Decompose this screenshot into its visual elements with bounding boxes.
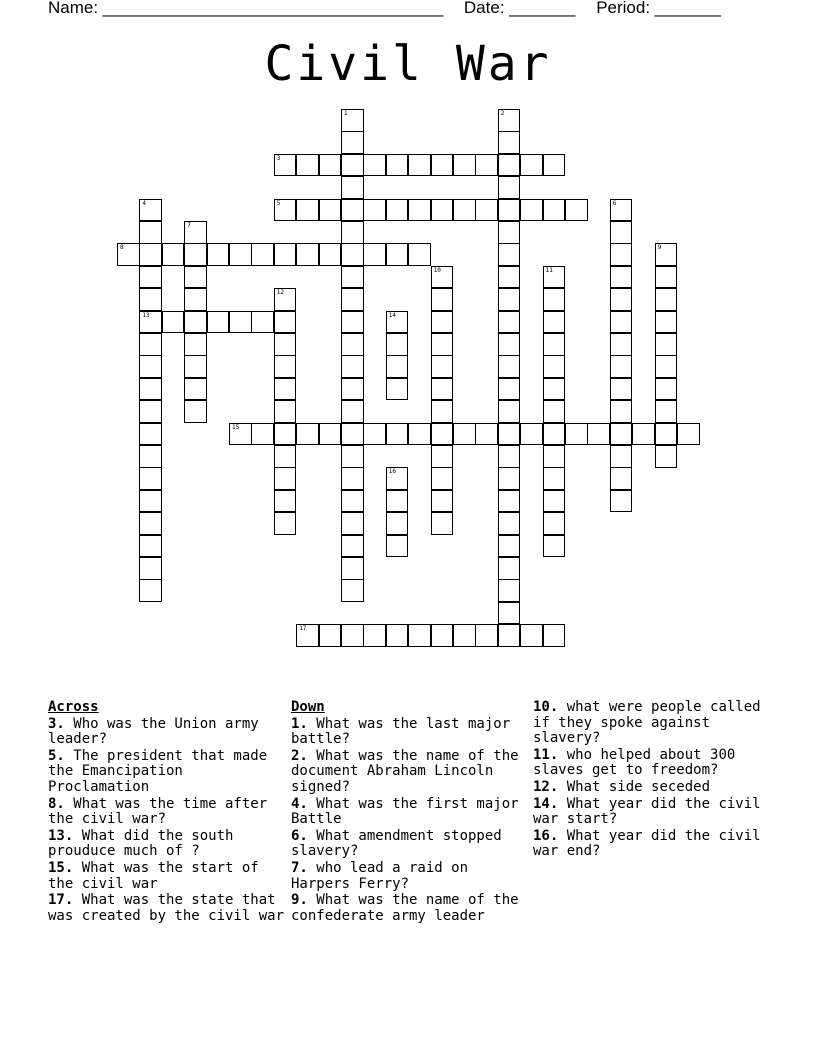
clue-text: What was the time after the civil war? xyxy=(48,795,268,828)
crossword-cell[interactable] xyxy=(296,624,319,647)
clue-number-label: 7. xyxy=(291,859,308,876)
crossword-cell[interactable] xyxy=(184,400,207,423)
crossword-cell[interactable] xyxy=(296,423,319,446)
crossword-cell[interactable] xyxy=(498,445,521,468)
crossword-cell[interactable] xyxy=(498,288,521,311)
crossword-cell[interactable] xyxy=(274,467,297,490)
crossword-cell[interactable] xyxy=(565,423,588,446)
crossword-cell[interactable] xyxy=(453,199,476,222)
crossword-cell[interactable] xyxy=(610,266,633,289)
crossword-cell[interactable] xyxy=(475,624,498,647)
clue-item xyxy=(533,700,773,747)
period-field[interactable]: Period: _______ xyxy=(596,0,721,17)
crossword-cell[interactable] xyxy=(139,243,162,266)
clue-text: What was the first major Battle xyxy=(291,795,519,828)
clue-number: 9 xyxy=(657,244,662,252)
crossword-cell[interactable] xyxy=(543,378,566,401)
crossword-cell[interactable] xyxy=(274,490,297,513)
clue-number-label: 13. xyxy=(48,827,74,844)
clue-item xyxy=(533,829,773,860)
clue-text: What was the name of the document Abraham Lincoln signed? xyxy=(291,747,519,795)
clue-item xyxy=(48,797,284,828)
crossword-cell[interactable] xyxy=(610,288,633,311)
crossword-cell[interactable] xyxy=(139,266,162,289)
crossword-cell[interactable] xyxy=(139,378,162,401)
crossword-cell[interactable] xyxy=(431,154,454,177)
crossword-cell[interactable] xyxy=(341,176,364,199)
clue-text: Who was the Union army leader? xyxy=(48,715,259,748)
clues-column-2 xyxy=(291,700,527,925)
crossword-cell[interactable] xyxy=(139,557,162,580)
crossword-cell[interactable] xyxy=(184,243,207,266)
crossword-cell[interactable] xyxy=(431,423,454,446)
crossword-cell[interactable] xyxy=(408,624,431,647)
crossword-cell[interactable] xyxy=(274,288,297,311)
crossword-cell[interactable] xyxy=(498,266,521,289)
clue-item xyxy=(291,749,527,796)
crossword-cell[interactable] xyxy=(655,445,678,468)
crossword-cell[interactable] xyxy=(431,378,454,401)
clue-item xyxy=(48,893,284,924)
crossword-cell[interactable] xyxy=(610,221,633,244)
crossword-cell[interactable] xyxy=(498,467,521,490)
crossword-cell[interactable] xyxy=(431,333,454,356)
crossword-cell[interactable] xyxy=(431,512,454,535)
crossword-cell[interactable] xyxy=(319,199,342,222)
crossword-cell[interactable] xyxy=(498,311,521,334)
crossword-cell[interactable] xyxy=(341,378,364,401)
crossword-cell[interactable] xyxy=(677,423,700,446)
clue-item xyxy=(48,861,284,892)
crossword-cell[interactable] xyxy=(184,333,207,356)
crossword-cell[interactable] xyxy=(274,154,297,177)
crossword-cell[interactable] xyxy=(341,221,364,244)
crossword-cell[interactable] xyxy=(386,467,409,490)
clues-column-3 xyxy=(533,700,773,861)
crossword-cell[interactable] xyxy=(655,243,678,266)
crossword-cell[interactable] xyxy=(610,445,633,468)
crossword-cell[interactable] xyxy=(386,243,409,266)
crossword-cell[interactable] xyxy=(341,266,364,289)
clue-number: 3 xyxy=(276,154,281,162)
clue-item xyxy=(291,861,527,892)
crossword-cell[interactable] xyxy=(610,423,633,446)
crossword-cell[interactable] xyxy=(498,490,521,513)
crossword-cell[interactable] xyxy=(431,445,454,468)
crossword-cell[interactable] xyxy=(341,512,364,535)
crossword-cell[interactable] xyxy=(543,445,566,468)
clue-number-label: 12. xyxy=(533,778,559,795)
crossword-cell[interactable] xyxy=(139,333,162,356)
crossword-cell[interactable] xyxy=(655,266,678,289)
clue-number: 12 xyxy=(276,289,285,297)
crossword-cell[interactable] xyxy=(655,400,678,423)
crossword-cell[interactable] xyxy=(319,154,342,177)
crossword-cell[interactable] xyxy=(184,378,207,401)
clue-item xyxy=(291,893,527,924)
crossword-cell[interactable] xyxy=(162,243,185,266)
crossword-cell[interactable] xyxy=(274,355,297,378)
crossword-cell[interactable] xyxy=(498,400,521,423)
crossword-cell[interactable] xyxy=(498,221,521,244)
crossword-cell[interactable] xyxy=(610,199,633,222)
crossword-cell[interactable] xyxy=(543,288,566,311)
crossword-cell[interactable] xyxy=(319,243,342,266)
clue-text: What side seceded xyxy=(558,778,711,795)
crossword-cell[interactable] xyxy=(610,490,633,513)
crossword-cell[interactable] xyxy=(363,243,386,266)
clue-number: 6 xyxy=(612,199,617,207)
clue-text: What was the start of the civil war xyxy=(48,859,259,892)
crossword-cell[interactable] xyxy=(386,378,409,401)
clue-item xyxy=(533,780,773,796)
clue-text: The president that made the Emancipation Proclamation xyxy=(48,747,268,795)
crossword-cell[interactable] xyxy=(207,311,230,334)
crossword-cell[interactable] xyxy=(498,355,521,378)
clue-number: 13 xyxy=(142,311,150,319)
clue-item xyxy=(48,717,284,748)
down-clue-list xyxy=(291,717,527,925)
clue-number: 15 xyxy=(232,423,240,431)
crossword-cell[interactable] xyxy=(498,131,521,154)
crossword-cell[interactable] xyxy=(610,467,633,490)
crossword-cell[interactable] xyxy=(520,423,543,446)
crossword-cell[interactable] xyxy=(274,333,297,356)
crossword-cell[interactable] xyxy=(184,311,207,334)
crossword-cell[interactable] xyxy=(431,490,454,513)
crossword-cell[interactable] xyxy=(139,490,162,513)
clue-number-label: 4. xyxy=(291,795,308,812)
clue-text: What was the last major battle? xyxy=(291,715,511,748)
crossword-cell[interactable] xyxy=(610,400,633,423)
crossword-cell[interactable] xyxy=(363,199,386,222)
crossword-cell[interactable] xyxy=(431,624,454,647)
crossword-cell[interactable] xyxy=(207,243,230,266)
across-clue-list xyxy=(48,717,284,925)
crossword-cell[interactable] xyxy=(408,243,431,266)
crossword-cell[interactable] xyxy=(498,378,521,401)
crossword-cell[interactable] xyxy=(386,512,409,535)
clue-number: 7 xyxy=(187,222,191,229)
clue-number: 2 xyxy=(500,110,505,117)
crossword-cell[interactable] xyxy=(341,467,364,490)
crossword-cell[interactable] xyxy=(431,288,454,311)
clue-item xyxy=(48,829,284,860)
crossword-cell[interactable] xyxy=(498,199,521,222)
crossword-cell[interactable] xyxy=(543,423,566,446)
crossword-cell[interactable] xyxy=(229,423,252,446)
crossword-cell[interactable] xyxy=(408,199,431,222)
crossword-cell[interactable] xyxy=(386,535,409,558)
clue-text: what were people called if they spoke against slavery? xyxy=(533,699,761,747)
crossword-cell[interactable] xyxy=(251,311,274,334)
crossword-cell[interactable] xyxy=(498,512,521,535)
crossword-cell[interactable] xyxy=(475,423,498,446)
crossword-cell[interactable] xyxy=(341,400,364,423)
clue-number: 10 xyxy=(433,266,441,274)
crossword-cell[interactable] xyxy=(341,109,364,132)
crossword-cell[interactable] xyxy=(341,423,364,446)
crossword-cell[interactable] xyxy=(139,445,162,468)
crossword-cell[interactable] xyxy=(139,579,162,602)
clue-item xyxy=(533,748,773,779)
clue-number: 4 xyxy=(142,199,147,207)
crossword-cell[interactable] xyxy=(229,243,252,266)
crossword-cell[interactable] xyxy=(498,423,521,446)
crossword-cell[interactable] xyxy=(610,311,633,334)
crossword-cell[interactable] xyxy=(498,579,521,602)
crossword-cell[interactable] xyxy=(655,378,678,401)
clue-number-label: 9. xyxy=(291,892,308,909)
crossword-cell[interactable] xyxy=(117,243,140,266)
crossword-cell[interactable] xyxy=(274,400,297,423)
crossword-cell[interactable] xyxy=(453,154,476,177)
crossword-cell[interactable] xyxy=(453,423,476,446)
crossword-cell[interactable] xyxy=(431,355,454,378)
crossword-cell[interactable] xyxy=(386,624,409,647)
crossword-cell[interactable] xyxy=(229,311,252,334)
down-heading: Down xyxy=(291,699,325,715)
clue-text: What year did the civil war end? xyxy=(533,827,761,860)
clue-text: who helped about 300 slaves get to freedom? xyxy=(533,746,736,779)
crossword-cell[interactable] xyxy=(498,535,521,558)
clue-number-label: 16. xyxy=(533,827,559,844)
crossword-cell[interactable] xyxy=(274,512,297,535)
crossword-cell[interactable] xyxy=(274,378,297,401)
crossword-cell[interactable] xyxy=(431,467,454,490)
clue-text: who lead a raid on Harpers Ferry? xyxy=(291,859,469,892)
crossword-cell[interactable] xyxy=(184,355,207,378)
crossword-cell[interactable] xyxy=(386,311,409,334)
crossword-cell[interactable] xyxy=(341,154,364,177)
crossword-cell[interactable] xyxy=(139,288,162,311)
crossword-cell[interactable] xyxy=(520,199,543,222)
clue-text: What was the name of the confederate army leader xyxy=(291,892,519,924)
clue-number-label: 15. xyxy=(48,859,74,876)
crossword-cell[interactable] xyxy=(184,266,207,289)
crossword-cell[interactable] xyxy=(565,199,588,222)
crossword-cell[interactable] xyxy=(363,624,386,647)
crossword-cell[interactable] xyxy=(386,423,409,446)
clue-number-label: 14. xyxy=(533,795,559,812)
crossword-cell[interactable] xyxy=(655,311,678,334)
crossword-cell[interactable] xyxy=(498,154,521,177)
crossword-cell[interactable] xyxy=(386,490,409,513)
crossword-cell[interactable] xyxy=(386,355,409,378)
crossword-cell[interactable] xyxy=(139,512,162,535)
crossword-cell[interactable] xyxy=(363,154,386,177)
crossword-cell[interactable] xyxy=(543,467,566,490)
crossword-cell[interactable] xyxy=(543,512,566,535)
clue-number-label: 2. xyxy=(291,747,308,764)
clue-number: 14 xyxy=(388,311,397,319)
puzzle-title: Civil War xyxy=(264,36,552,92)
crossword-cell[interactable] xyxy=(520,624,543,647)
crossword-cell[interactable] xyxy=(274,243,297,266)
crossword-cell[interactable] xyxy=(475,199,498,222)
crossword-cell[interactable] xyxy=(543,154,566,177)
crossword-cell[interactable] xyxy=(341,311,364,334)
clue-number: 16 xyxy=(388,468,397,476)
clue-number: 11 xyxy=(545,266,553,274)
crossword-cell[interactable] xyxy=(655,288,678,311)
crossword-cell[interactable] xyxy=(587,423,610,446)
crossword-cell[interactable] xyxy=(296,154,319,177)
clue-text: What year did the civil war start? xyxy=(533,795,761,828)
crossword-cell[interactable] xyxy=(408,154,431,177)
crossword-cell[interactable] xyxy=(139,535,162,558)
crossword-cell[interactable] xyxy=(543,400,566,423)
clue-text: What was the state that was created by the civil war xyxy=(48,892,285,924)
crossword-cell[interactable] xyxy=(655,333,678,356)
crossword-cell[interactable] xyxy=(363,423,386,446)
crossword-cell[interactable] xyxy=(341,355,364,378)
clue-number-label: 11. xyxy=(533,746,559,763)
crossword-cell[interactable] xyxy=(520,154,543,177)
crossword-cell[interactable] xyxy=(475,154,498,177)
clue-item xyxy=(291,717,527,748)
crossword-cell[interactable] xyxy=(139,221,162,244)
crossword-cell[interactable] xyxy=(341,199,364,222)
crossword-cell[interactable] xyxy=(386,199,409,222)
clue-number: 17 xyxy=(299,625,307,633)
crossword-cell[interactable] xyxy=(341,243,364,266)
crossword-cell[interactable] xyxy=(139,355,162,378)
crossword-cell[interactable] xyxy=(498,333,521,356)
crossword-cell[interactable] xyxy=(274,311,297,334)
crossword-cell[interactable] xyxy=(139,423,162,446)
crossword-cell[interactable] xyxy=(274,199,297,222)
crossword-cell[interactable] xyxy=(341,557,364,580)
clue-item xyxy=(48,749,284,796)
clue-item xyxy=(291,797,527,828)
clue-number: 5 xyxy=(276,199,281,207)
clue-item xyxy=(533,797,773,828)
clue-number-label: 1. xyxy=(291,715,308,732)
crossword-cell[interactable] xyxy=(162,311,185,334)
crossword-cell[interactable] xyxy=(184,221,207,244)
crossword-cell[interactable] xyxy=(386,154,409,177)
crossword-cell[interactable] xyxy=(408,423,431,446)
crossword-cell[interactable] xyxy=(431,199,454,222)
crossword-cell[interactable] xyxy=(655,423,678,446)
clue-text: What amendment stopped slavery? xyxy=(291,827,502,860)
crossword-cell[interactable] xyxy=(139,400,162,423)
crossword-cell[interactable] xyxy=(341,535,364,558)
crossword-cell[interactable] xyxy=(341,288,364,311)
clue-item xyxy=(291,829,527,860)
crossword-cell[interactable] xyxy=(543,199,566,222)
crossword-cell[interactable] xyxy=(341,624,364,647)
down-clue-list-continued xyxy=(533,700,773,860)
crossword-cell[interactable] xyxy=(610,243,633,266)
clue-number-label: 17. xyxy=(48,892,74,909)
crossword-cell[interactable] xyxy=(431,400,454,423)
crossword-cell[interactable] xyxy=(498,176,521,199)
crossword-cell[interactable] xyxy=(274,445,297,468)
crossword-cell[interactable] xyxy=(139,467,162,490)
crossword-cell[interactable] xyxy=(498,109,521,132)
crossword-cell[interactable] xyxy=(453,624,476,647)
crossword-cell[interactable] xyxy=(341,579,364,602)
crossword-cell[interactable] xyxy=(543,266,566,289)
crossword-cell[interactable] xyxy=(341,445,364,468)
crossword-cell[interactable] xyxy=(184,288,207,311)
clue-number: 1 xyxy=(344,110,348,117)
crossword-cell[interactable] xyxy=(498,624,521,647)
crossword-cell[interactable] xyxy=(543,333,566,356)
crossword-cell[interactable] xyxy=(543,490,566,513)
name-field[interactable]: Name: ____________________________________ xyxy=(48,0,444,17)
crossword-cell[interactable] xyxy=(251,243,274,266)
crossword-cell[interactable] xyxy=(386,333,409,356)
crossword-cell[interactable] xyxy=(498,602,521,625)
crossword-cell[interactable] xyxy=(296,199,319,222)
crossword-cell[interactable] xyxy=(498,557,521,580)
crossword-cell[interactable] xyxy=(610,333,633,356)
crossword-cell[interactable] xyxy=(543,355,566,378)
crossword-cell[interactable] xyxy=(341,490,364,513)
crossword-cell[interactable] xyxy=(610,355,633,378)
clue-text: What did the south prouduce much of ? xyxy=(48,827,234,860)
crossword-cell[interactable] xyxy=(274,423,297,446)
crossword-cell[interactable] xyxy=(543,624,566,647)
date-field[interactable]: Date: _______ xyxy=(463,0,576,17)
crossword-cell[interactable] xyxy=(431,266,454,289)
crossword-cell[interactable] xyxy=(498,243,521,266)
crossword-cell[interactable] xyxy=(543,311,566,334)
clue-number-label: 3. xyxy=(48,715,65,732)
crossword-cell[interactable] xyxy=(319,624,342,647)
crossword-cell[interactable] xyxy=(251,423,274,446)
clue-number-label: 5. xyxy=(48,747,65,764)
crossword-cell[interactable] xyxy=(632,423,655,446)
crossword-cell[interactable] xyxy=(319,423,342,446)
crossword-cell[interactable] xyxy=(431,311,454,334)
crossword-cell[interactable] xyxy=(296,243,319,266)
crossword-cell[interactable] xyxy=(139,199,162,222)
clue-number-label: 10. xyxy=(533,699,559,715)
clue-number-label: 8. xyxy=(48,795,65,812)
clues-column-1 xyxy=(48,700,284,925)
crossword-cell[interactable] xyxy=(341,333,364,356)
crossword-cell[interactable] xyxy=(543,535,566,558)
clue-number: 8 xyxy=(120,244,124,252)
crossword-cell[interactable] xyxy=(610,378,633,401)
crossword-cell[interactable] xyxy=(139,311,162,334)
crossword-cell[interactable] xyxy=(655,355,678,378)
crossword-cell[interactable] xyxy=(341,131,364,154)
clue-number-label: 6. xyxy=(291,827,308,844)
across-heading: Across xyxy=(48,699,99,715)
